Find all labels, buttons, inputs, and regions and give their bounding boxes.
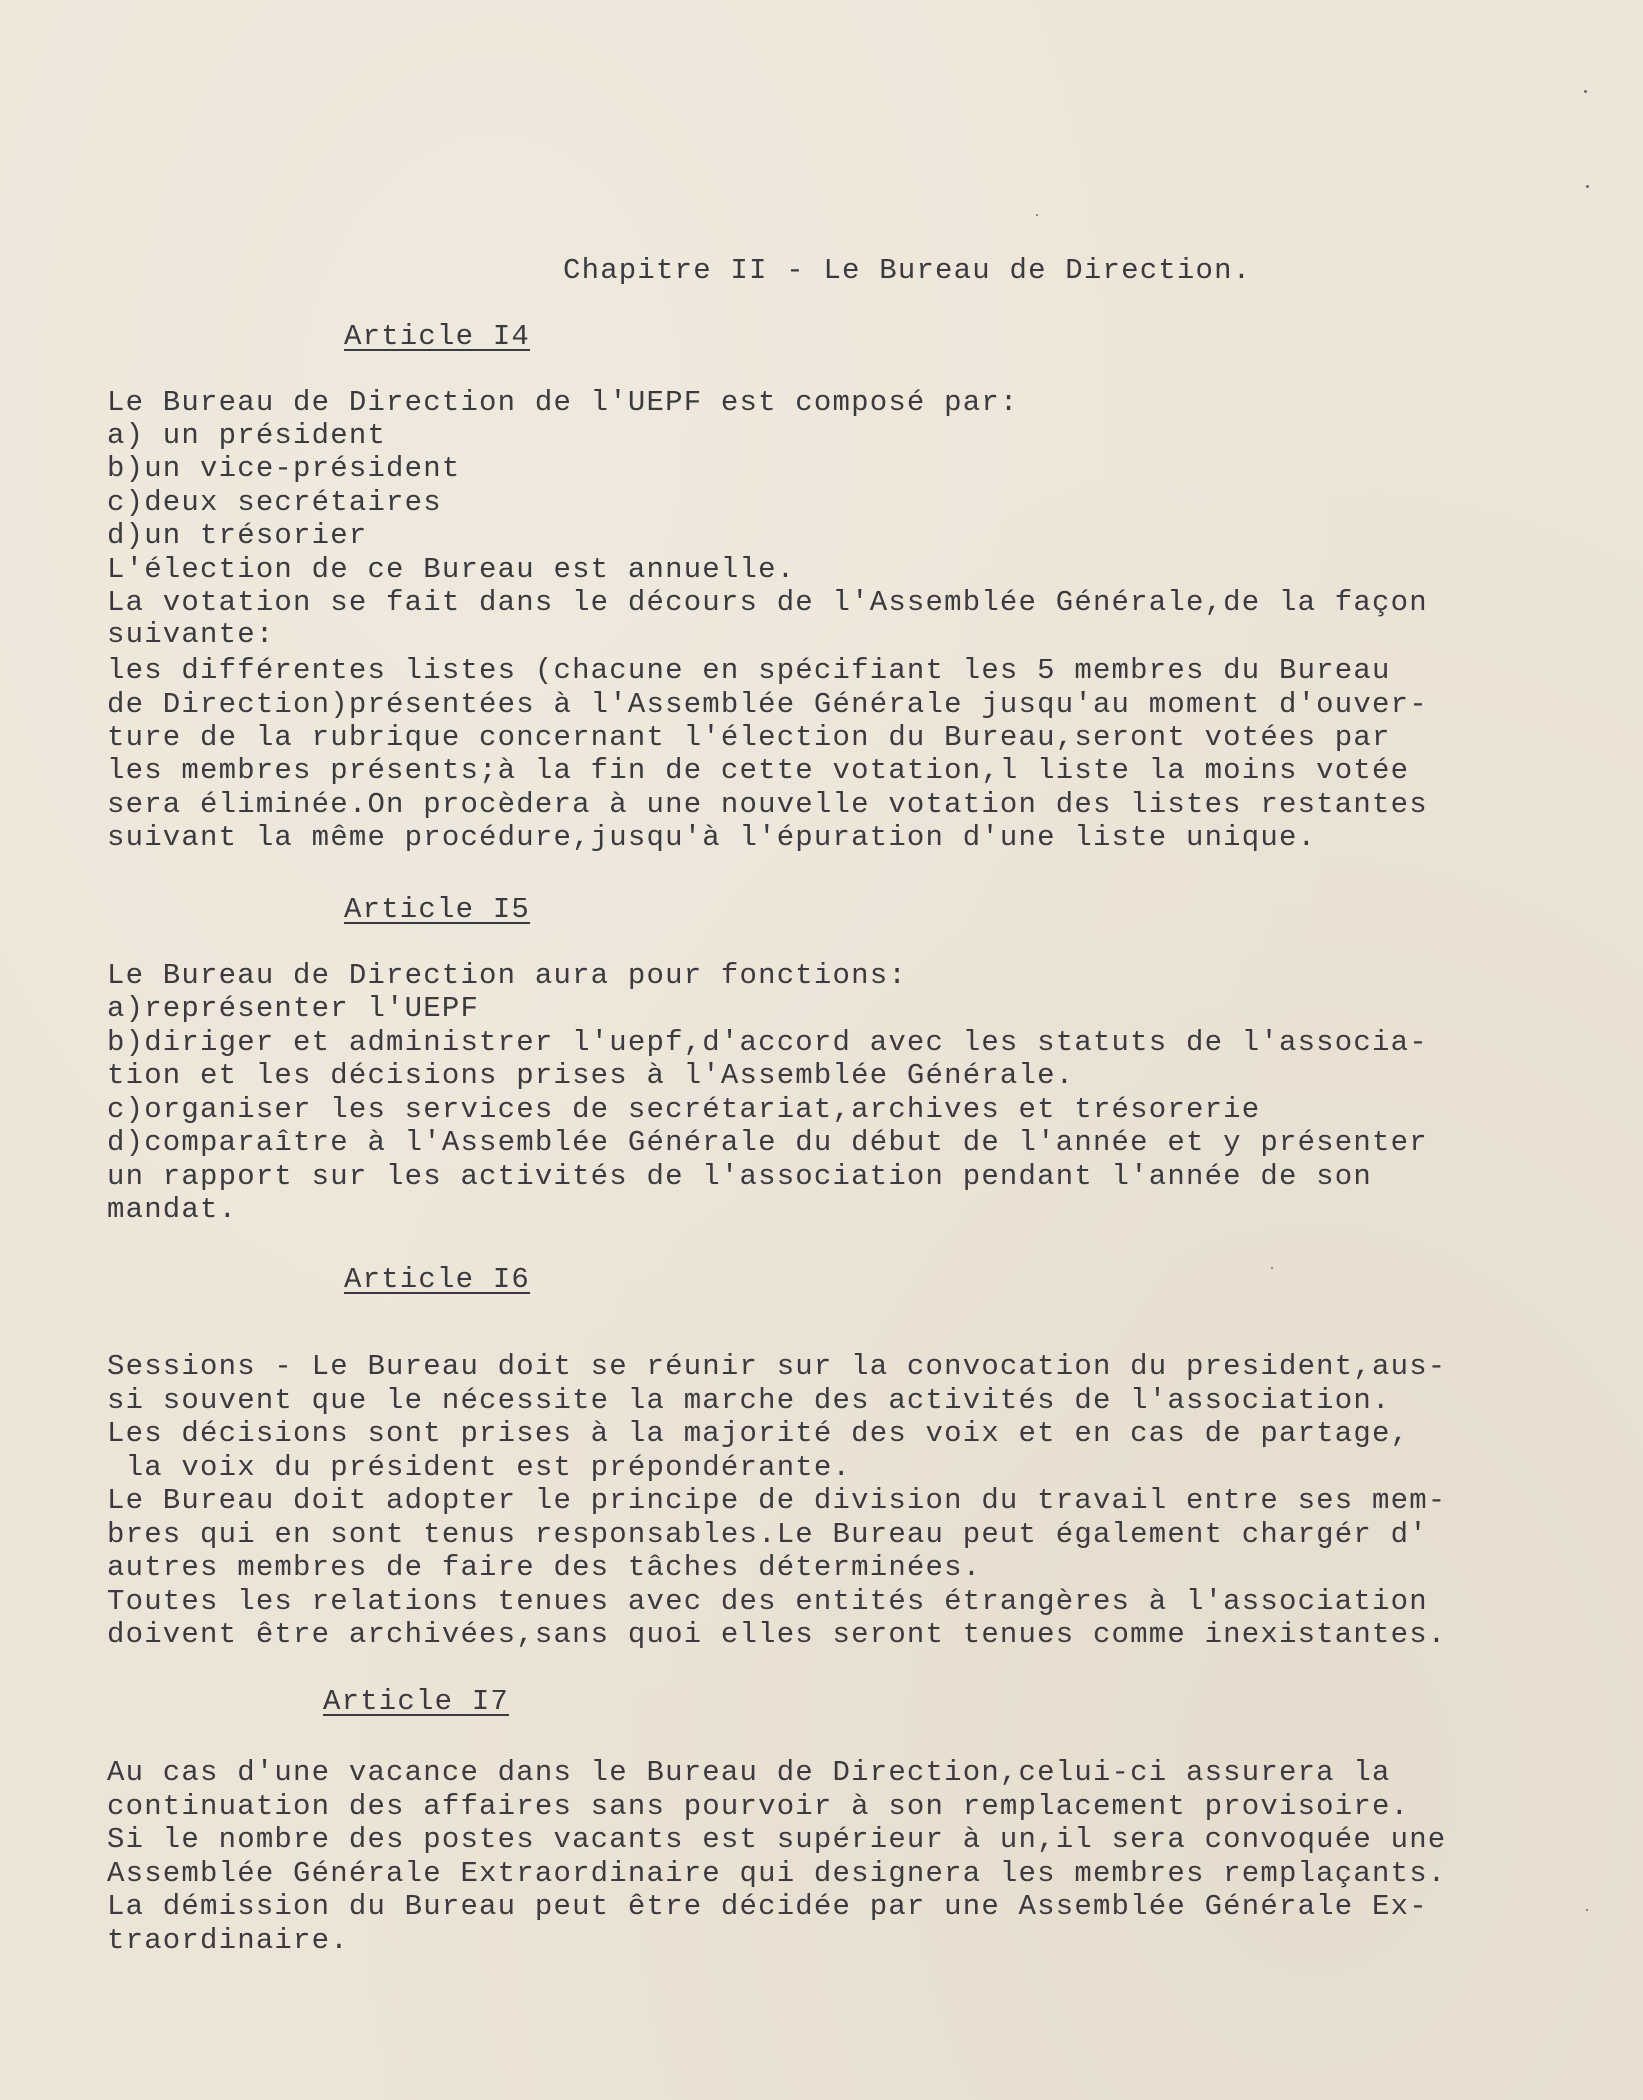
- article-14-line: La votation se fait dans le décours de l'Assemblée Générale,de la façon: [107, 586, 1428, 619]
- article-17-line: Si le nombre des postes vacants est supérieur à un,il sera convoquée une: [107, 1823, 1447, 1856]
- paper-speck: [1586, 1909, 1588, 1911]
- article-17-line: traordinaire.: [107, 1924, 349, 1957]
- article-17-line: Au cas d'une vacance dans le Bureau de Direction,celui-ci assurera la: [107, 1756, 1391, 1789]
- article-15-line: Le Bureau de Direction aura pour fonctions:: [107, 959, 907, 992]
- article-14-line: sera éliminée.On procèdera à une nouvelle votation des listes restantes: [107, 788, 1428, 821]
- paper-speck: [1586, 185, 1589, 188]
- article-16-line: Le Bureau doit adopter le principe de division du travail entre ses mem-: [107, 1484, 1447, 1517]
- paper-speck: [1271, 1267, 1273, 1269]
- chapter-title: Chapitre II - Le Bureau de Direction.: [563, 254, 1252, 287]
- article-14-line: Le Bureau de Direction de l'UEPF est composé par:: [107, 386, 1019, 419]
- article-16-line: Les décisions sont prises à la majorité des voix et en cas de partage,: [107, 1417, 1410, 1450]
- article-14-line: c)deux secrétaires: [107, 486, 442, 519]
- article-14-line: de Direction)présentées à l'Assemblée Générale jusqu'au moment d'ouver-: [107, 688, 1428, 721]
- article-16-line: doivent être archivées,sans quoi elles seront tenues comme inexistantes.: [107, 1618, 1447, 1651]
- article-16-line: Sessions - Le Bureau doit se réunir sur la convocation du president,aus-: [107, 1350, 1447, 1383]
- article-14-line: ture de la rubrique concernant l'élection du Bureau,seront votées par: [107, 721, 1391, 754]
- article-17-line: La démission du Bureau peut être décidée par une Assemblée Générale Ex-: [107, 1890, 1428, 1923]
- article-17-line: Assemblée Générale Extraordinaire qui designera les membres remplaçants.: [107, 1857, 1447, 1890]
- article-17-line: continuation des affaires sans pourvoir à son remplacement provisoire.: [107, 1790, 1410, 1823]
- article-15-heading: Article I5: [344, 893, 531, 926]
- article-15-line: tion et les décisions prises à l'Assemblée Générale.: [107, 1059, 1075, 1092]
- article-14-line: L'élection de ce Bureau est annuelle.: [107, 553, 796, 586]
- article-15-line: un rapport sur les activités de l'association pendant l'année de son: [107, 1160, 1372, 1193]
- paper-speck: [1584, 90, 1587, 93]
- article-16-heading: Article I6: [344, 1263, 531, 1296]
- article-17-heading: Article I7: [323, 1685, 510, 1718]
- article-14-line: suivant la même procédure,jusqu'à l'épuration d'une liste unique.: [107, 821, 1317, 854]
- article-16-line: Toutes les relations tenues avec des entités étrangères à l'association: [107, 1585, 1428, 1618]
- article-16-line: la voix du président est prépondérante.: [107, 1451, 852, 1484]
- article-15-line: mandat.: [107, 1193, 238, 1226]
- article-16-line: bres qui en sont tenus responsables.Le Bureau peut également chargér d': [107, 1518, 1428, 1551]
- article-15-line: a)représenter l'UEPF: [107, 992, 480, 1025]
- article-14-line: suivante:: [107, 618, 275, 651]
- article-16-line: si souvent que le nécessite la marche des activités de l'association.: [107, 1384, 1391, 1417]
- article-15-line: c)organiser les services de secrétariat,archives et trésorerie: [107, 1093, 1261, 1126]
- article-14-line: d)un trésorier: [107, 519, 368, 552]
- article-15-line: d)comparaître à l'Assemblée Générale du début de l'année et y présenter: [107, 1126, 1428, 1159]
- article-14-line: les différentes listes (chacune en spécifiant les 5 membres du Bureau: [107, 654, 1391, 687]
- paper-speck: [1036, 214, 1038, 216]
- article-14-heading: Article I4: [344, 320, 531, 353]
- article-15-line: b)diriger et administrer l'uepf,d'accord avec les statuts de l'associa-: [107, 1026, 1428, 1059]
- article-16-line: autres membres de faire des tâches déterminées.: [107, 1551, 982, 1584]
- article-14-line: les membres présents;à la fin de cette votation,l liste la moins votée: [107, 754, 1410, 787]
- article-14-line: b)un vice-président: [107, 452, 461, 485]
- article-14-line: a) un président: [107, 419, 387, 452]
